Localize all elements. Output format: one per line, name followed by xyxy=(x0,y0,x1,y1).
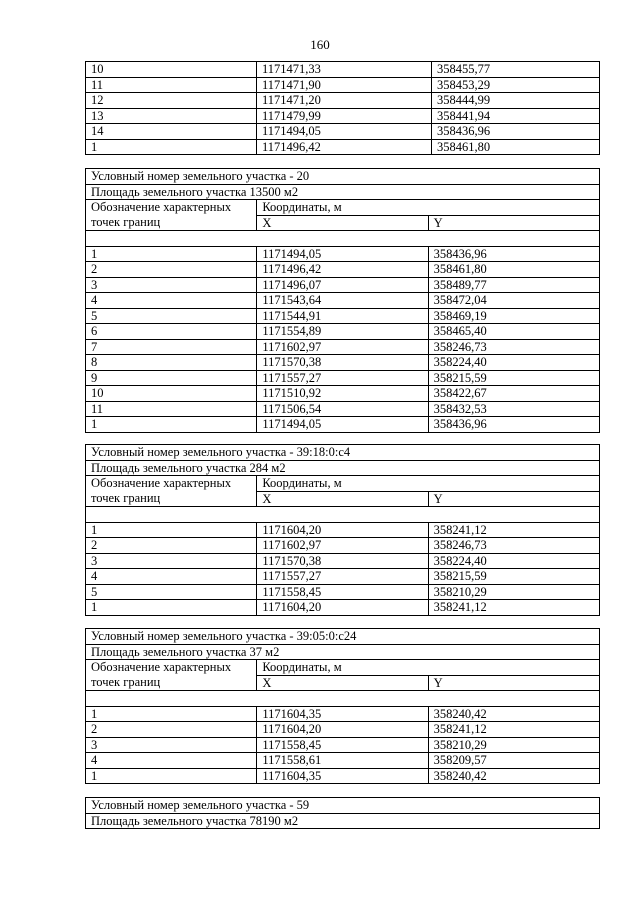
y-coordinate-cell: 358241,12 xyxy=(428,600,599,616)
table-row xyxy=(86,139,600,155)
parcel-area-label: Площадь земельного участка 284 м2 xyxy=(86,460,600,476)
y-coordinate-cell: 358240,42 xyxy=(428,706,599,722)
x-coordinate-cell: 1171471,33 xyxy=(257,62,432,78)
x-coordinate-cell: 1171496,42 xyxy=(257,139,432,155)
point-number-cell: 1 xyxy=(86,706,257,722)
table-row xyxy=(86,737,600,753)
table-row xyxy=(86,339,600,355)
spacer-cell xyxy=(86,507,600,523)
x-coordinate-cell: 1171494,05 xyxy=(257,246,428,262)
table-row xyxy=(86,706,600,722)
y-coordinate-cell: 358465,40 xyxy=(428,324,599,340)
parcel-number-label: Условный номер земельного участка - 20 xyxy=(86,169,600,185)
table-row xyxy=(86,768,600,784)
table-row xyxy=(86,77,600,93)
page-number: 160 xyxy=(310,37,330,52)
parcel-area-row xyxy=(86,813,600,829)
x-coordinate-cell: 1171496,07 xyxy=(257,277,428,293)
x-coordinate-cell: 1171604,20 xyxy=(257,600,428,616)
point-number-cell: 4 xyxy=(86,569,257,585)
x-coordinate-cell: 1171494,05 xyxy=(257,417,428,433)
points-header-line2: точек границ xyxy=(86,215,257,231)
x-coordinate-cell: 1171471,20 xyxy=(257,93,432,109)
table-row xyxy=(86,262,600,278)
x-coordinate-cell: 1171570,38 xyxy=(257,553,428,569)
points-header-line2: точек границ xyxy=(86,675,257,691)
x-coordinate-cell: 1171604,20 xyxy=(257,722,428,738)
parcel-table-39-18-0-c4 xyxy=(85,444,600,616)
x-column-header: X xyxy=(257,491,428,507)
table-row xyxy=(86,722,600,738)
point-number-cell: 6 xyxy=(86,324,257,340)
x-coordinate-cell: 1171510,92 xyxy=(257,386,428,402)
point-number-cell: 12 xyxy=(86,93,257,109)
x-coordinate-cell: 1171604,20 xyxy=(257,522,428,538)
parcel-table-59 xyxy=(85,797,600,829)
table-row xyxy=(86,753,600,769)
y-column-header: Y xyxy=(428,675,599,691)
y-column-header: Y xyxy=(428,491,599,507)
point-number-cell: 2 xyxy=(86,538,257,554)
spacer-row xyxy=(86,691,600,707)
table-row xyxy=(86,538,600,554)
parcel-table-39-05-0-c24 xyxy=(85,628,600,784)
parcel-area-row xyxy=(86,644,600,660)
y-coordinate-cell: 358432,53 xyxy=(428,401,599,417)
x-coordinate-cell: 1171471,90 xyxy=(257,77,432,93)
point-number-cell: 7 xyxy=(86,339,257,355)
y-coordinate-cell: 358436,96 xyxy=(428,417,599,433)
y-coordinate-cell: 358461,80 xyxy=(432,139,600,155)
parcel-area-label: Площадь земельного участка 78190 м2 xyxy=(86,813,600,829)
x-coordinate-cell: 1171602,97 xyxy=(257,538,428,554)
x-coordinate-cell: 1171506,54 xyxy=(257,401,428,417)
spacer-row xyxy=(86,231,600,247)
table-row xyxy=(86,417,600,433)
point-number-cell: 13 xyxy=(86,108,257,124)
point-number-cell: 5 xyxy=(86,584,257,600)
x-coordinate-cell: 1171558,45 xyxy=(257,584,428,600)
x-coordinate-cell: 1171558,61 xyxy=(257,753,428,769)
table-row xyxy=(86,277,600,293)
y-coordinate-cell: 358472,04 xyxy=(428,293,599,309)
table-row xyxy=(86,246,600,262)
point-number-cell: 3 xyxy=(86,737,257,753)
y-coordinate-cell: 358215,59 xyxy=(428,370,599,386)
table-row xyxy=(86,401,600,417)
y-coordinate-cell: 358444,99 xyxy=(432,93,600,109)
y-coordinate-cell: 358241,12 xyxy=(428,522,599,538)
x-coordinate-cell: 1171494,05 xyxy=(257,124,432,140)
coordinates-header: Координаты, м xyxy=(257,660,600,676)
x-coordinate-cell: 1171557,27 xyxy=(257,370,428,386)
point-number-cell: 1 xyxy=(86,246,257,262)
point-number-cell: 3 xyxy=(86,553,257,569)
y-coordinate-cell: 358246,73 xyxy=(428,339,599,355)
x-coordinate-cell: 1171544,91 xyxy=(257,308,428,324)
column-header-row xyxy=(86,660,600,676)
table-row xyxy=(86,600,600,616)
column-subheader-row xyxy=(86,675,600,691)
x-coordinate-cell: 1171496,42 xyxy=(257,262,428,278)
point-number-cell: 1 xyxy=(86,600,257,616)
coordinates-header: Координаты, м xyxy=(257,476,600,492)
point-number-cell: 1 xyxy=(86,522,257,538)
x-coordinate-cell: 1171558,45 xyxy=(257,737,428,753)
coordinates-header: Координаты, м xyxy=(257,200,600,216)
point-number-cell: 5 xyxy=(86,308,257,324)
parcel-area-label: Площадь земельного участка 37 м2 xyxy=(86,644,600,660)
y-coordinate-cell: 358240,42 xyxy=(428,768,599,784)
parcel-table-20 xyxy=(85,168,600,433)
x-coordinate-cell: 1171602,97 xyxy=(257,339,428,355)
table-row xyxy=(86,522,600,538)
point-number-cell: 1 xyxy=(86,417,257,433)
x-coordinate-cell: 1171570,38 xyxy=(257,355,428,371)
y-coordinate-cell: 358453,29 xyxy=(432,77,600,93)
point-number-cell: 8 xyxy=(86,355,257,371)
y-coordinate-cell: 358436,96 xyxy=(432,124,600,140)
y-coordinate-cell: 358241,12 xyxy=(428,722,599,738)
x-coordinate-cell: 1171557,27 xyxy=(257,569,428,585)
table-row xyxy=(86,584,600,600)
x-column-header: X xyxy=(257,215,428,231)
spacer-row xyxy=(86,507,600,523)
table-row xyxy=(86,569,600,585)
spacer-cell xyxy=(86,231,600,247)
parcel-area-row xyxy=(86,460,600,476)
x-coordinate-cell: 1171604,35 xyxy=(257,768,428,784)
points-header-line1: Обозначение характерных xyxy=(86,200,257,216)
point-number-cell: 3 xyxy=(86,277,257,293)
table-row xyxy=(86,308,600,324)
table-row xyxy=(86,293,600,309)
y-coordinate-cell: 358210,29 xyxy=(428,584,599,600)
point-number-cell: 11 xyxy=(86,77,257,93)
table-row xyxy=(86,386,600,402)
parcel-area-label: Площадь земельного участка 13500 м2 xyxy=(86,184,600,200)
y-column-header: Y xyxy=(428,215,599,231)
y-coordinate-cell: 358436,96 xyxy=(428,246,599,262)
table-row xyxy=(86,553,600,569)
table-row xyxy=(86,62,600,78)
table-row xyxy=(86,370,600,386)
parcel-area-row xyxy=(86,184,600,200)
column-header-row xyxy=(86,476,600,492)
y-coordinate-cell: 358422,67 xyxy=(428,386,599,402)
y-coordinate-cell: 358215,59 xyxy=(428,569,599,585)
x-coordinate-cell: 1171479,99 xyxy=(257,108,432,124)
y-coordinate-cell: 358489,77 xyxy=(428,277,599,293)
table-row xyxy=(86,355,600,371)
points-header-line2: точек границ xyxy=(86,491,257,507)
point-number-cell: 1 xyxy=(86,768,257,784)
continuation-table xyxy=(85,61,600,155)
y-coordinate-cell: 358210,29 xyxy=(428,737,599,753)
table-row xyxy=(86,324,600,340)
column-subheader-row xyxy=(86,491,600,507)
table-row xyxy=(86,108,600,124)
y-coordinate-cell: 358455,77 xyxy=(432,62,600,78)
point-number-cell: 10 xyxy=(86,386,257,402)
y-coordinate-cell: 358209,57 xyxy=(428,753,599,769)
column-subheader-row xyxy=(86,215,600,231)
y-coordinate-cell: 358461,80 xyxy=(428,262,599,278)
point-number-cell: 4 xyxy=(86,293,257,309)
points-header-line1: Обозначение характерных xyxy=(86,660,257,676)
y-coordinate-cell: 358469,19 xyxy=(428,308,599,324)
parcel-number-label: Условный номер земельного участка - 39:05:0:с24 xyxy=(86,629,600,645)
y-coordinate-cell: 358441,94 xyxy=(432,108,600,124)
column-header-row xyxy=(86,200,600,216)
point-number-cell: 14 xyxy=(86,124,257,140)
x-coordinate-cell: 1171543,64 xyxy=(257,293,428,309)
x-coordinate-cell: 1171604,35 xyxy=(257,706,428,722)
spacer-cell xyxy=(86,691,600,707)
point-number-cell: 11 xyxy=(86,401,257,417)
x-coordinate-cell: 1171554,89 xyxy=(257,324,428,340)
point-number-cell: 10 xyxy=(86,62,257,78)
y-coordinate-cell: 358246,73 xyxy=(428,538,599,554)
table-row xyxy=(86,93,600,109)
parcel-number-row xyxy=(86,798,600,814)
parcel-number-row xyxy=(86,445,600,461)
point-number-cell: 4 xyxy=(86,753,257,769)
parcel-number-label: Условный номер земельного участка - 59 xyxy=(86,798,600,814)
y-coordinate-cell: 358224,40 xyxy=(428,355,599,371)
x-column-header: X xyxy=(257,675,428,691)
table-row xyxy=(86,124,600,140)
point-number-cell: 1 xyxy=(86,139,257,155)
parcel-number-row xyxy=(86,629,600,645)
point-number-cell: 9 xyxy=(86,370,257,386)
points-header-line1: Обозначение характерных xyxy=(86,476,257,492)
parcel-number-label: Условный номер земельного участка - 39:18:0:с4 xyxy=(86,445,600,461)
parcel-number-row xyxy=(86,169,600,185)
point-number-cell: 2 xyxy=(86,722,257,738)
point-number-cell: 2 xyxy=(86,262,257,278)
y-coordinate-cell: 358224,40 xyxy=(428,553,599,569)
